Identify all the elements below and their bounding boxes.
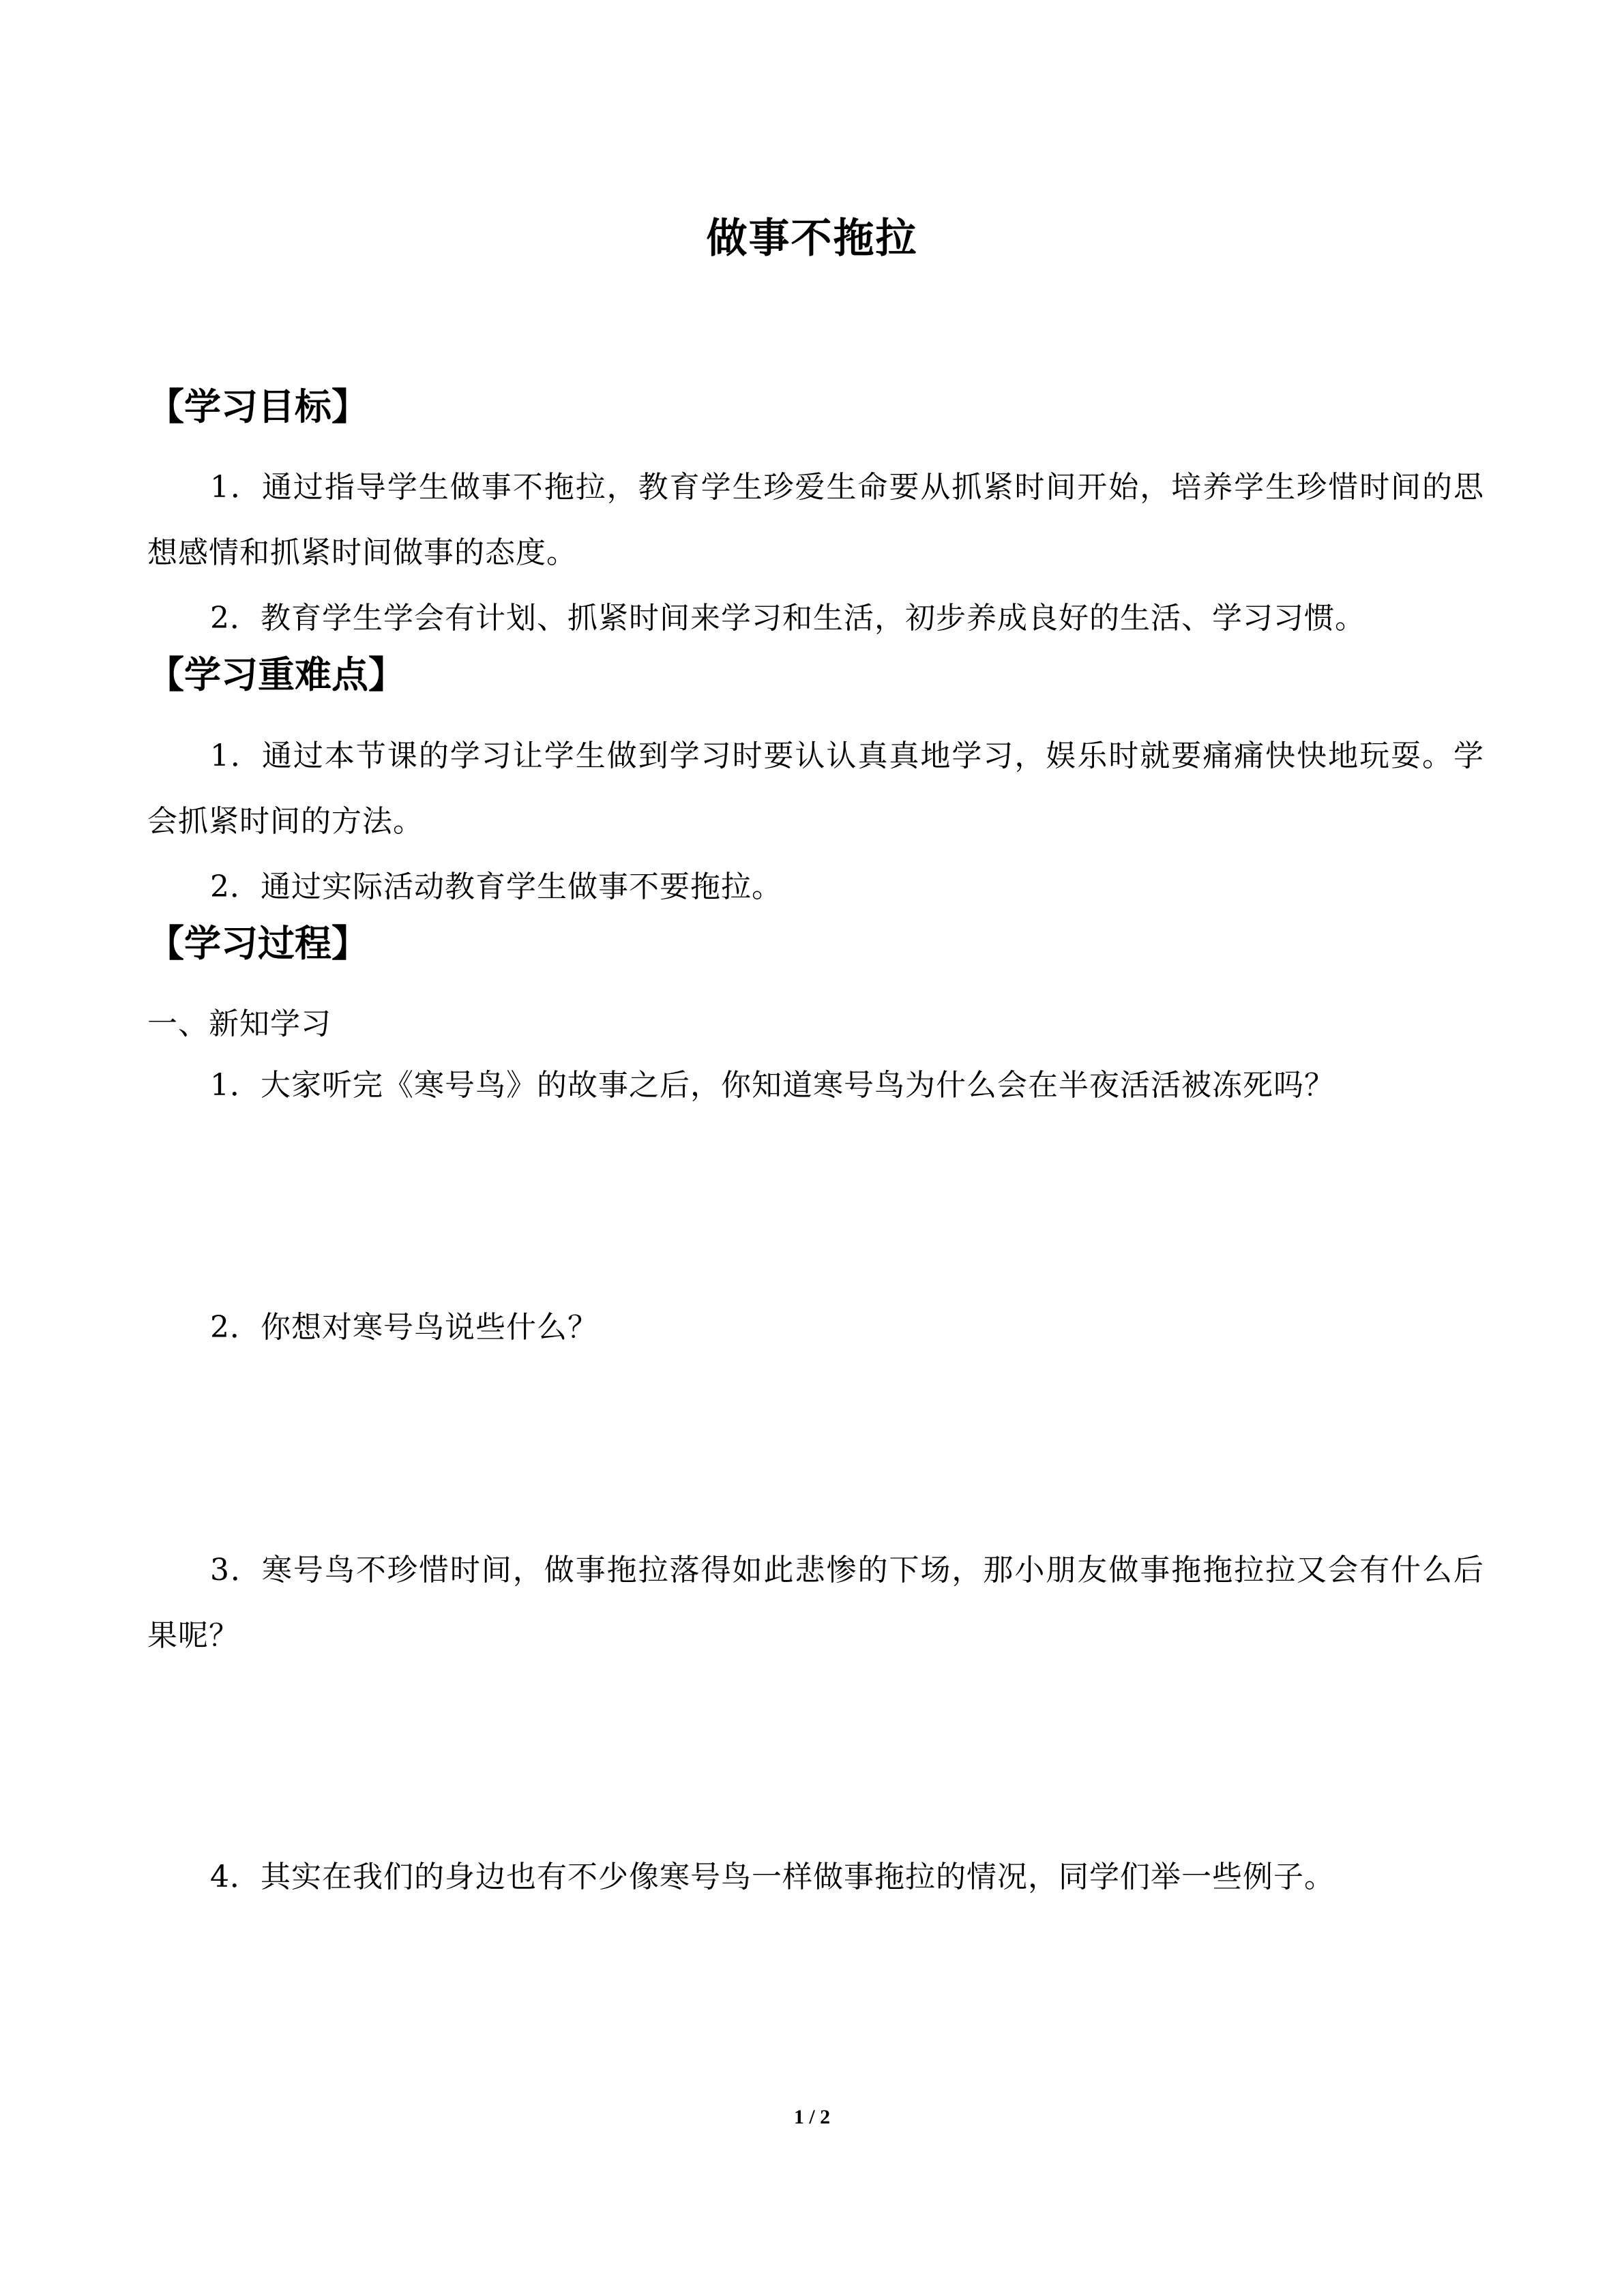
objective-item-2: 2．教育学生学会有计划、抓紧时间来学习和生活，初步养成良好的生活、学习习惯。 (210, 601, 1365, 636)
document-title: 做事不拖拉 (706, 215, 918, 263)
section-heading-key-points: 【学习重难点】 (147, 653, 405, 696)
question-4: 4．其实在我们的身边也有不少像寒号鸟一样做事拖拉的情况，同学们举一些例子。 (210, 1860, 1335, 1894)
question-1: 1．大家听完《寒号鸟》的故事之后，你知道寒号鸟为什么会在半夜活活被冻死吗？ (210, 1068, 1335, 1103)
section-heading-objectives: 【学习目标】 (147, 385, 368, 428)
section-heading-process: 【学习过程】 (147, 922, 368, 965)
key-point-item-2: 2．通过实际活动教育学生做事不要拖拉。 (210, 869, 782, 904)
page-number: 1 / 2 (793, 2106, 831, 2128)
objective-item-1: 1．通过指导学生做事不拖拉，教育学生珍爱生命要从抓紧时间开始，培养学生珍惜时间的思想感情和抓紧时间做事的态度。 (147, 470, 1484, 570)
question-2: 2．你想对寒号鸟说些什么？ (210, 1310, 598, 1345)
question-3: 3．寒号鸟不珍惜时间，做事拖拉落得如此悲惨的下场，那小朋友做事拖拖拉拉又会有什么后果呢？ (147, 1553, 1484, 1653)
subheading-new-knowledge: 一、新知学习 (147, 1007, 331, 1041)
key-point-item-1: 1．通过本节课的学习让学生做到学习时要认认真真地学习，娱乐时就要痛痛快快地玩耍。学会抓紧时间的方法。 (147, 739, 1484, 839)
